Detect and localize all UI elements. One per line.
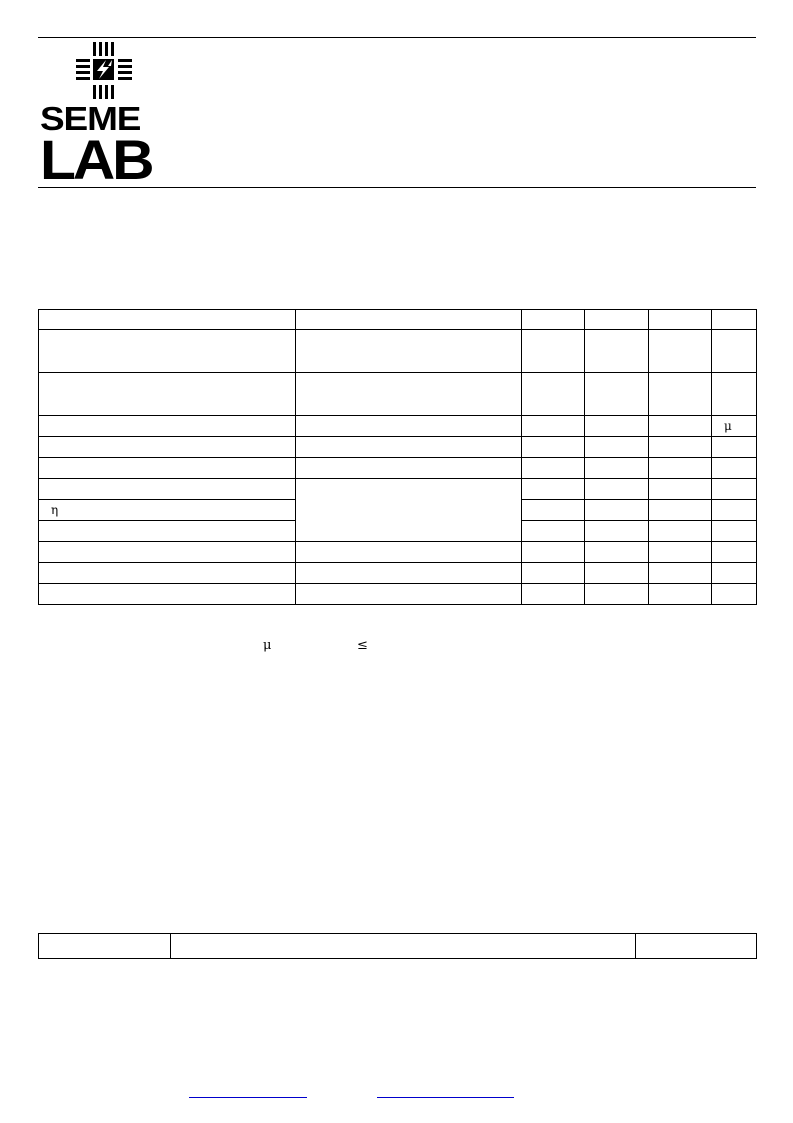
table-cell (712, 458, 757, 479)
table-cell (649, 416, 712, 437)
table-cell (712, 373, 757, 416)
table-cell (712, 521, 757, 542)
table-cell (522, 458, 585, 479)
logo-text-lab: LAB (40, 128, 152, 191)
footer-cell-left (39, 934, 171, 959)
table-cell (522, 500, 585, 521)
table-cell (585, 584, 649, 605)
table-cell (649, 310, 712, 330)
table-cell (585, 479, 649, 500)
table-row (39, 437, 757, 458)
table-cell (39, 542, 296, 563)
table-cell (39, 584, 296, 605)
table-cell (712, 330, 757, 373)
table-cell (522, 479, 585, 500)
table-cell (522, 310, 585, 330)
table-cell (39, 330, 296, 373)
table-cell (649, 373, 712, 416)
table-cell (649, 330, 712, 373)
footer-link-1[interactable] (189, 1097, 307, 1098)
table-cell (296, 416, 522, 437)
table-cell (39, 437, 296, 458)
efficiency-symbol-cell: η (39, 500, 296, 521)
table-cell (585, 437, 649, 458)
table-cell (649, 458, 712, 479)
table-cell (296, 542, 522, 563)
table-header-row (39, 310, 757, 330)
logo-mark-icon (38, 40, 174, 102)
table-cell (296, 563, 522, 584)
table-cell (649, 563, 712, 584)
footer-row (39, 934, 757, 959)
table-cell (39, 310, 296, 330)
table-cell (649, 521, 712, 542)
table-cell (39, 521, 296, 542)
table-cell (712, 542, 757, 563)
table-cell (39, 373, 296, 416)
table-row (39, 373, 757, 416)
spec-table (38, 309, 757, 605)
table-cell (712, 500, 757, 521)
table-cell (522, 563, 585, 584)
footer-cell-right (636, 934, 757, 959)
table-cell (585, 500, 649, 521)
table-cell (39, 563, 296, 584)
table-cell (712, 563, 757, 584)
table-cell (522, 373, 585, 416)
table-cell (296, 330, 522, 373)
table-cell (585, 542, 649, 563)
semelab-logo (38, 40, 174, 191)
table-cell (585, 330, 649, 373)
table-cell (39, 416, 296, 437)
table-cell (296, 584, 522, 605)
table-cell (712, 437, 757, 458)
header-top-rule (38, 37, 756, 38)
table-row (39, 563, 757, 584)
table-cell (649, 500, 712, 521)
table-cell (585, 521, 649, 542)
table-cell (585, 310, 649, 330)
table-cell (522, 416, 585, 437)
table-cell (712, 310, 757, 330)
table-cell (522, 437, 585, 458)
footer-cell-middle (171, 934, 636, 959)
table-cell (522, 542, 585, 563)
table-cell (585, 458, 649, 479)
table-row (39, 584, 757, 605)
footer-link-2[interactable] (377, 1097, 514, 1098)
table-cell (296, 310, 522, 330)
unit-cell-micro: μ (712, 416, 757, 437)
note-micro-symbol: μ (263, 638, 272, 653)
table-cell (585, 416, 649, 437)
table-row (39, 458, 757, 479)
logo-text-seme: SEME (40, 100, 141, 137)
table-cell (522, 584, 585, 605)
table-row (39, 542, 757, 563)
table-cell (296, 458, 522, 479)
table-cell (296, 373, 522, 416)
table-cell (522, 521, 585, 542)
table-row (39, 479, 757, 500)
table-cell (649, 437, 712, 458)
table-cell (649, 479, 712, 500)
table-row (39, 330, 757, 373)
header-bottom-rule (38, 187, 756, 188)
table-cell (712, 479, 757, 500)
table-cell (39, 479, 296, 500)
table-cell (649, 542, 712, 563)
table-cell (296, 437, 522, 458)
table-cell (522, 330, 585, 373)
table-row (39, 416, 757, 437)
note-leq-symbol: ≤ (357, 638, 368, 653)
table-cell (649, 584, 712, 605)
table-cell (585, 563, 649, 584)
table-cell (712, 584, 757, 605)
table-cell (585, 373, 649, 416)
table-cell (39, 458, 296, 479)
merged-condition-cell (296, 479, 522, 542)
footer-table (38, 933, 757, 959)
